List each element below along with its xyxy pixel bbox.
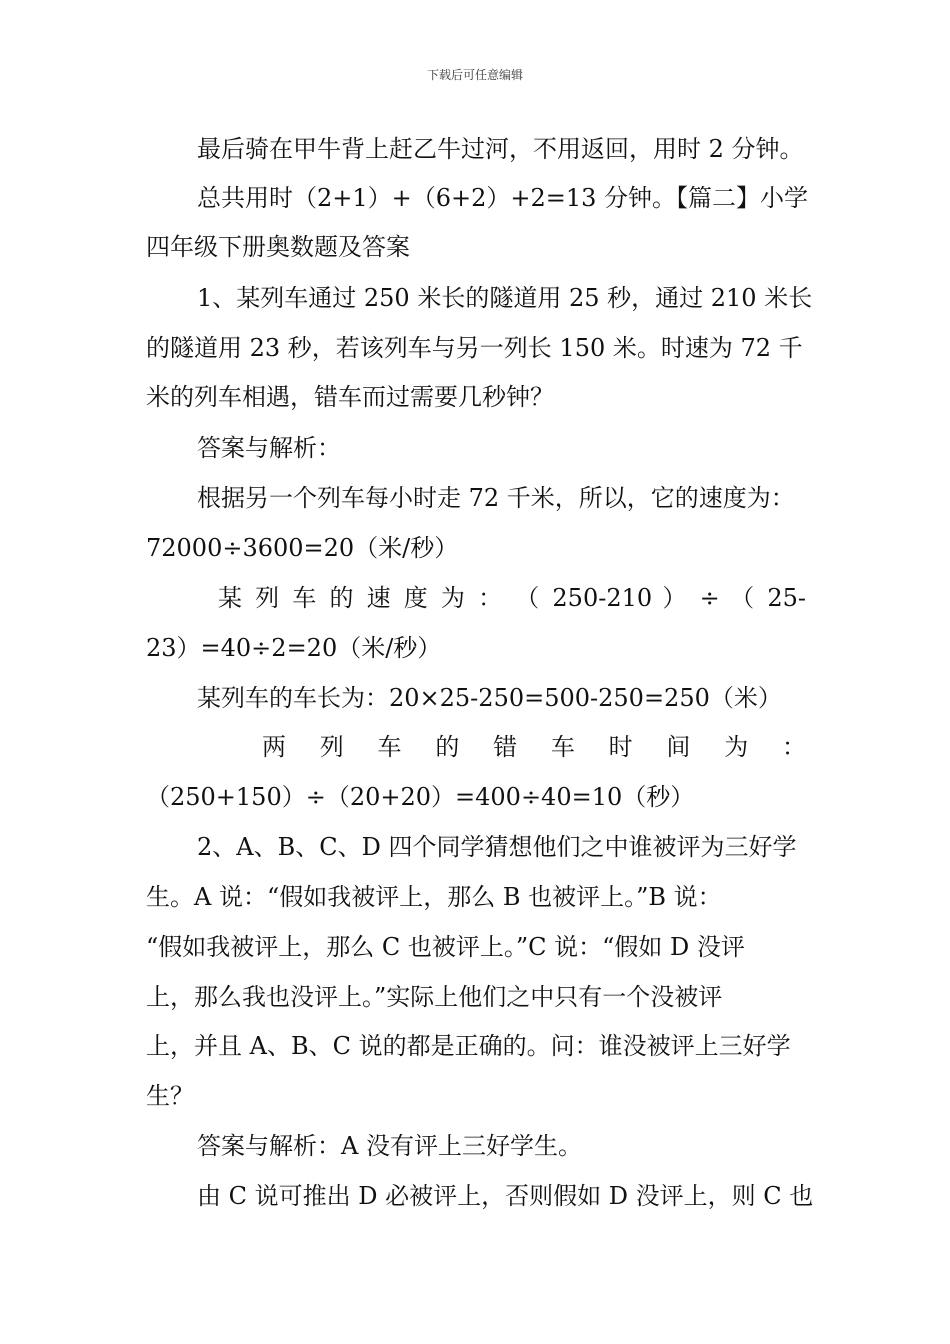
paragraph-line-13: 两 列 车 的 错 车 时 间 为 ： — [262, 733, 806, 761]
paragraph-line-20: 生？ — [146, 1082, 194, 1110]
paragraph-line-6: 米的列车相遇，错车而过需要几秒钟？ — [146, 383, 554, 411]
paragraph-line-5: 的隧道用 23 秒，若该列车与另一列长 150 米。时速为 72 千 — [146, 334, 803, 362]
paragraph-line-16: 生。A 说：“假如我被评上，那么 B 也被评上。”B 说： — [146, 883, 722, 911]
paragraph-line-8: 根据另一个列车每小时走 72 千米，所以，它的速度为： — [197, 484, 795, 512]
paragraph-line-10: 某 列 车 的 速 度 为 ： （ 250-210 ） ÷ （ 25- — [218, 584, 806, 612]
paragraph-line-17: “假如我被评上，那么 C 也被评上。”C 说：“假如 D 没评 — [146, 933, 745, 961]
paragraph-line-4: 1、某列车通过 250 米长的隧道用 25 秒，通过 210 米长 — [197, 284, 813, 312]
paragraph-line-15: 2、A、B、C、D 四个同学猜想他们之中谁被评为三好学 — [197, 833, 797, 861]
paragraph-line-2: 总共用时（2+1）+（6+2）+2=13 分钟。【篇二】小学 — [197, 184, 809, 212]
paragraph-line-11: 23）=40÷2=20（米/秒） — [146, 634, 442, 662]
paragraph-line-12: 某列车的车长为：20×25-250=500-250=250（米） — [197, 684, 782, 712]
paragraph-line-22: 由 C 说可推出 D 必被评上，否则假如 D 没评上，则 C 也 — [197, 1182, 814, 1210]
paragraph-line-7: 答案与解析： — [197, 434, 341, 462]
paragraph-line-21: 答案与解析：A 没有评上三好学生。 — [197, 1132, 582, 1160]
paragraph-line-14: （250+150）÷（20+20）=400÷40=10（秒） — [146, 783, 695, 811]
paragraph-line-19: 上，并且 A、B、C 说的都是正确的。问：谁没被评上三好学 — [146, 1032, 791, 1060]
paragraph-line-18: 上，那么我也没评上。”实际上他们之中只有一个没被评 — [146, 983, 723, 1011]
paragraph-line-3: 四年级下册奥数题及答案 — [146, 233, 410, 261]
page-header: 下载后可任意编辑 — [426, 68, 523, 82]
paragraph-line-9: 72000÷3600=20（米/秒） — [146, 534, 459, 562]
paragraph-line-1: 最后骑在甲牛背上赶乙牛过河，不用返回，用时 2 分钟。 — [197, 135, 804, 163]
